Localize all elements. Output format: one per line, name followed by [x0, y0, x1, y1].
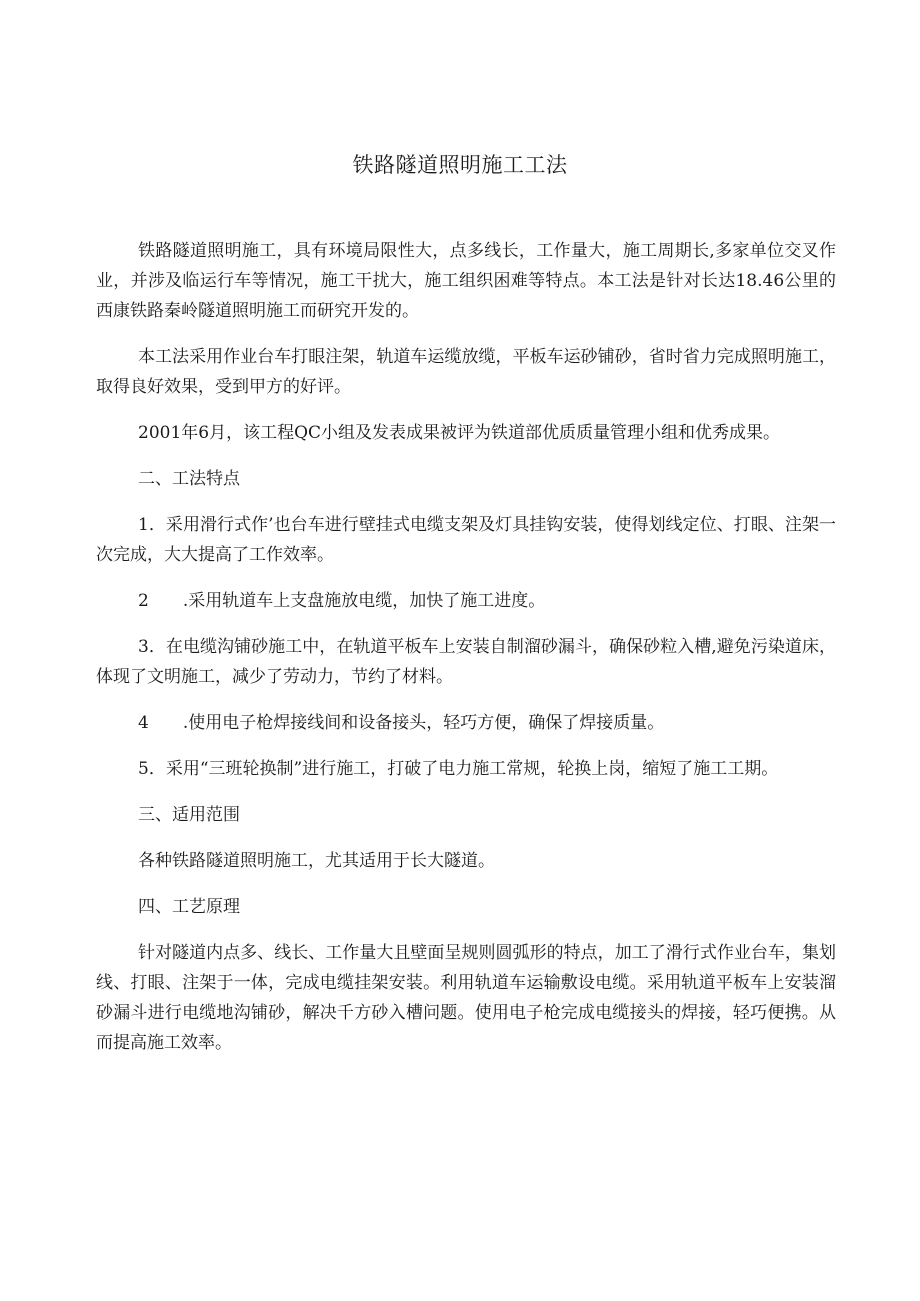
feature-item-5: 5．采用“三班轮换制”进行施工，打破了电力施工常规，轮换上岗，缩短了施工工期。 — [138, 759, 779, 779]
feature-item-4: 4 .使用电子枪焊接线间和设备接头，轻巧方便，确保了焊接质量。 — [138, 713, 665, 733]
scope-paragraph: 各种铁路隧道照明施工，尤其适用于长大隧道。 — [138, 851, 495, 871]
method-paragraph: 本工法采用作业台车打眼注架，轨道车运缆放缆，平板车运砂铺砂，省时省力完成照明施工，取得良好效果，受到甲方的好评。 — [96, 347, 836, 397]
principle-paragraph: 针对隧道内点多、线长、工作量大且壁面呈规则圆弧形的特点，加工了滑行式作业台车，集划线、打眼、注架于一体，完成电缆挂架安装。利用轨道车运输敷设电缆。采用轨道平板车上安装溜砂漏斗进行电缆地沟铺砂，解决千方砂入槽问题。使用电子枪完成电缆接头的焊接，轻巧便携。从而提高施工效率。 — [96, 943, 836, 1053]
section-heading-principle: 四、工艺原理 — [138, 897, 240, 917]
feature-item-3: 3．在电缆沟铺砂施工中，在轨道平板车上安装自制溜砂漏斗，确保砂粒入槽,避免污染道床，体现了文明施工，减少了劳动力，节约了材料。 — [96, 637, 836, 687]
document-title: 铁路隧道照明施工工法 — [352, 153, 568, 177]
document-body — [96, 236, 836, 1074]
section-heading-features: 二、工法特点 — [138, 469, 240, 489]
feature-item-2: 2 .采用轨道车上支盘施放电缆，加快了施工进度。 — [138, 591, 546, 611]
section-heading-scope: 三、适用范围 — [138, 805, 240, 825]
intro-paragraph: 铁路隧道照明施工，具有环境局限性大，点多线长，工作量大，施工周期长,多家单位交叉作业，并涉及临运行车等情况，施工干扰大，施工组织困难等特点。本工法是针对长达18.46公里的西康铁路秦岭隧道照明施工而研究开发的。 — [96, 241, 836, 321]
feature-item-1: 1．采用滑行式作’也台车进行壁挂式电缆支架及灯具挂钩安装，使得划线定位、打眼、注架一次完成，大大提高了工作效率。 — [96, 515, 836, 565]
award-paragraph: 2001年6月，该工程QC小组及发表成果被评为铁道部优质质量管理小组和优秀成果。 — [138, 423, 781, 443]
